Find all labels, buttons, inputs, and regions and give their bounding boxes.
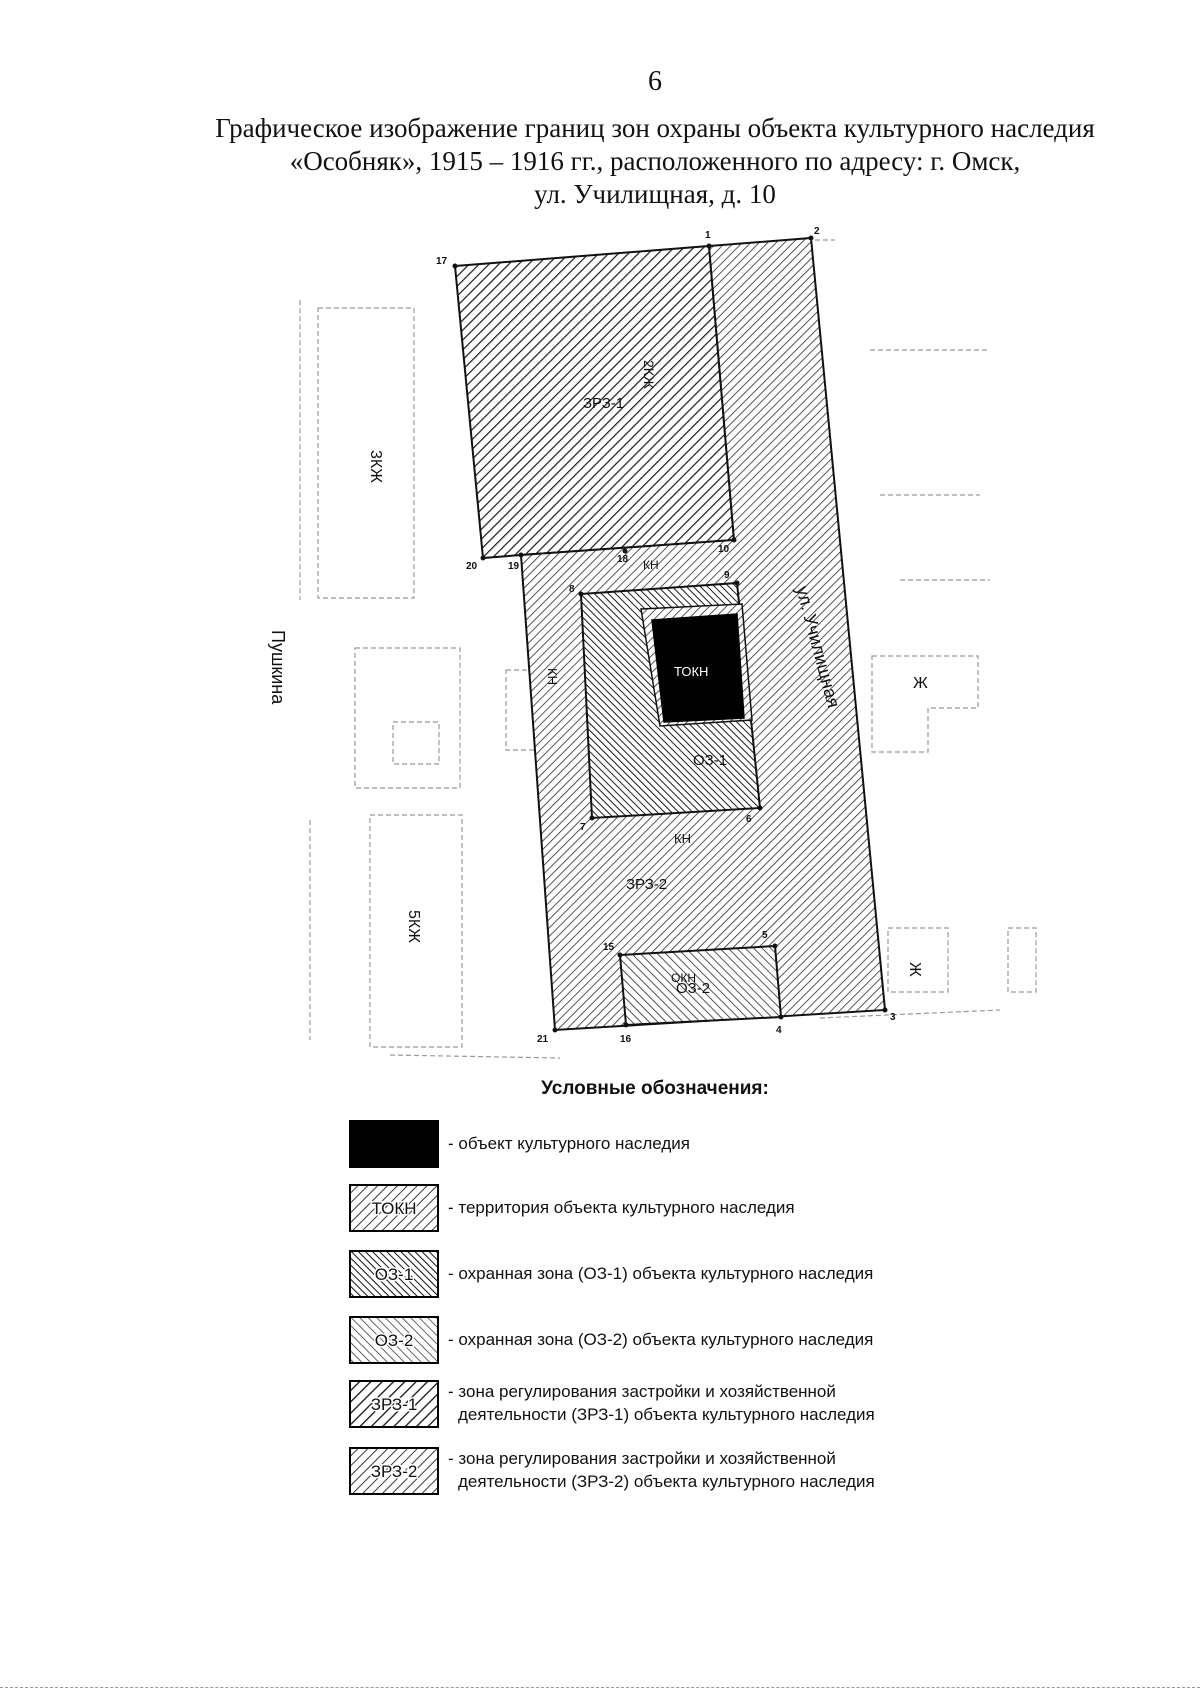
- building-label: Ж: [906, 962, 923, 977]
- point-label: 15: [603, 942, 615, 953]
- legend-heading: Условные обозначения:: [541, 1078, 769, 1099]
- legend-swatch-label: ОЗ-1: [374, 1265, 414, 1284]
- building-label: КН: [643, 558, 659, 572]
- legend-swatch-label: ЗРЗ-1: [370, 1395, 418, 1414]
- building-outline: [888, 928, 948, 992]
- title-line-1: Графическое изображение границ зон охраны объекта культурного наследия: [215, 113, 1095, 143]
- point-label: 5: [762, 930, 768, 941]
- point-label: 20: [466, 561, 478, 572]
- building-label: КН: [674, 831, 691, 846]
- zone-label-okn: ОКН: [671, 971, 696, 985]
- zone-label-tokn: ТОКН: [674, 664, 709, 679]
- legend-text: [448, 1328, 873, 1351]
- building-label: Ж: [913, 675, 928, 692]
- boundary-point: [732, 538, 737, 543]
- point-label: 16: [620, 1034, 632, 1045]
- building-outline: [872, 656, 978, 752]
- legend-line: - зона регулирования застройки и хозяйственной: [448, 1382, 836, 1401]
- boundary-point: [618, 953, 623, 958]
- point-label: 17: [436, 256, 448, 267]
- boundary-point: [707, 244, 712, 249]
- boundary-point: [773, 944, 778, 949]
- legend-text: [448, 1447, 875, 1493]
- building-outline: [318, 308, 414, 598]
- building-outline: [393, 722, 439, 764]
- boundary-point: [623, 549, 628, 554]
- boundary-point: [453, 264, 458, 269]
- point-label: 19: [508, 561, 520, 572]
- zone-label-oz2: ОЗ-2: [676, 980, 711, 997]
- legend-line: - охранная зона (ОЗ-2) объекта культурного наследия: [448, 1330, 874, 1349]
- legend-swatch-solid: [349, 1120, 439, 1168]
- boundary-point: [579, 592, 584, 597]
- point-label: 1: [705, 230, 711, 241]
- point-label: 7: [580, 822, 586, 833]
- point-label: 8: [569, 584, 575, 595]
- title-line-3: ул. Училищная, д. 10: [534, 179, 776, 209]
- legend-text: [448, 1262, 873, 1285]
- legend-item: [349, 1250, 1049, 1300]
- building-label: 5КЖ: [405, 910, 422, 943]
- title-line-2: «Особняк», 1915 – 1916 гг., расположенного по адресу: г. Омск,: [289, 146, 1021, 176]
- legend-text: [448, 1132, 690, 1155]
- legend-item: [349, 1316, 1049, 1366]
- point-label: 4: [776, 1025, 782, 1036]
- legend-line: - территория объекта культурного наследия: [448, 1198, 795, 1217]
- boundary-point: [779, 1015, 784, 1020]
- legend-line: - объект культурного наследия: [448, 1134, 690, 1153]
- boundary-point: [735, 581, 740, 586]
- boundary-point: [809, 236, 814, 241]
- legend-swatch-hatch: [349, 1316, 439, 1364]
- footer-divider: [0, 1687, 1200, 1688]
- legend-text: [448, 1196, 795, 1219]
- point-label: 18: [617, 554, 629, 565]
- legend-line: - зона регулирования застройки и хозяйственной: [448, 1449, 836, 1468]
- street-label-pushkina: Пушкина: [268, 630, 288, 705]
- boundary-point: [758, 806, 763, 811]
- legend-swatch-label: ЗРЗ-2: [370, 1462, 418, 1481]
- legend-line: - охранная зона (ОЗ-1) объекта культурного наследия: [448, 1264, 874, 1283]
- legend-swatch-hatch: [349, 1250, 439, 1298]
- boundary-point: [883, 1008, 888, 1013]
- legend-line: деятельности (ЗРЗ-1) объекта культурного наследия: [458, 1405, 875, 1424]
- building-label: 3КЖ: [367, 450, 384, 483]
- boundary-point: [519, 553, 524, 558]
- building-outline: [1008, 928, 1036, 992]
- legend-line: деятельности (ЗРЗ-2) объекта культурного наследия: [458, 1472, 875, 1491]
- point-label: 10: [718, 544, 730, 555]
- building-label: 2КЖ: [641, 360, 657, 389]
- legend-swatch-label: ТОКН: [371, 1199, 417, 1218]
- legend-swatch-label: ОЗ-2: [374, 1331, 414, 1350]
- zone-label-zrz2: ЗРЗ-2: [626, 876, 668, 893]
- street-label-uchilishchnaya: ул. Училищная: [792, 583, 844, 710]
- legend-swatch-hatch: [349, 1447, 439, 1495]
- legend-item: [349, 1447, 1049, 1497]
- boundary-point: [553, 1028, 558, 1033]
- point-label: 6: [746, 814, 752, 825]
- building-outline: [355, 648, 460, 788]
- boundary-point: [590, 816, 595, 821]
- legend-item: [349, 1120, 1049, 1170]
- page-number: 6: [648, 66, 662, 97]
- point-label: 3: [890, 1012, 896, 1023]
- zone-label-zrz1: ЗРЗ-1: [583, 395, 625, 412]
- boundary-point: [481, 556, 486, 561]
- legend-text: [448, 1380, 875, 1426]
- zone-label-oz1: ОЗ-1: [693, 752, 728, 769]
- legend-swatch-hatch: [349, 1184, 439, 1232]
- legend-item: [349, 1380, 1049, 1430]
- legend-item: [349, 1184, 1049, 1234]
- boundary-point: [624, 1023, 629, 1028]
- point-label: 2: [814, 226, 820, 237]
- point-label: 9: [724, 570, 730, 581]
- building-label: КН: [545, 668, 560, 685]
- point-label: 21: [537, 1034, 549, 1045]
- legend-swatch-hatch: [349, 1380, 439, 1428]
